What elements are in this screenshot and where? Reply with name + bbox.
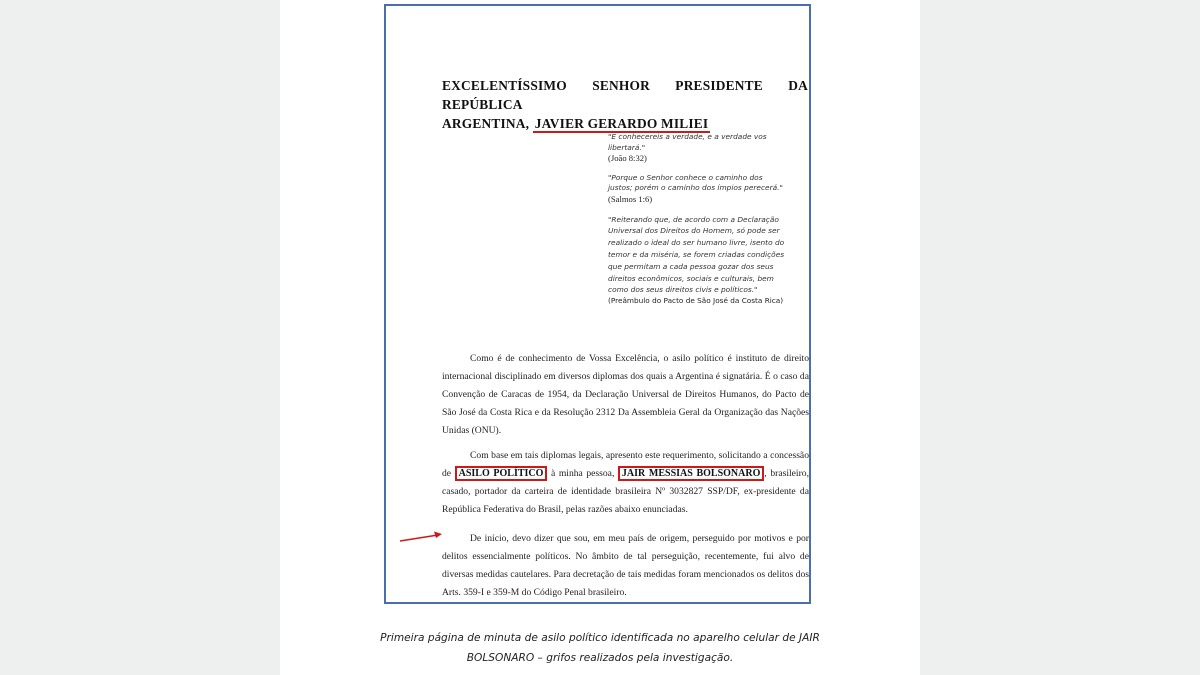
- heading-line-2-prefix: ARGENTINA,: [442, 116, 533, 131]
- paragraph-3-text: De início, devo dizer que sou, em meu país de origem, perseguido por motivos e por delitos essencialmente políticos. No âmbito de tal perseguição, recentemente, fui alvo de diversas medidas cautelares. Para decretação de tais medidas foram mencionados os delitos dos Arts. 359-I e 359-M do Código Penal brasileiro.: [442, 533, 809, 598]
- paragraph-2-text-b: à minha pessoa,: [547, 468, 618, 479]
- caption-line-1: Primeira página de minuta de asilo político identificada no aparelho celular de JAIR: [380, 632, 820, 644]
- quote-1-text: "E conhecereis a verdade, e a verdade vos libertará.": [608, 132, 767, 152]
- article-image-area: [280, 0, 920, 675]
- quote-2-reference: (Salmos 1:6): [608, 193, 653, 204]
- boxed-requester-name: JAIR MESSIAS BOLSONARO: [618, 466, 764, 481]
- highlighted-recipient-name: JAVIER GERARDO MILIEI: [534, 116, 709, 131]
- quote-2-text: "Porque o Senhor conhece o caminho dos justos; porém o caminho dos ímpios perecerá.": [608, 172, 783, 193]
- heading-line-1: EXCELENTÍSSIMO SENHOR PRESIDENTE DA REPÚBLICA: [442, 78, 808, 112]
- paragraph-1-text: Como é de conhecimento de Vossa Excelência, o asilo político é instituto de direito internacional disciplinado em diversos diplomas dos quais a Argentina é signatária. É o caso da Convenção de Caracas de 1954, da Declaração Universal de Direitos Humanos, do Pacto de São José da Costa Rica e da Resolução 2312 Da Assembleia Geral da Organização das Nações Unidas (ONU).: [442, 353, 809, 436]
- quote-1-reference: (João 8:32): [608, 153, 647, 164]
- document-heading: [442, 76, 808, 133]
- paragraph-1: [442, 350, 809, 440]
- boxed-asylum-request: ASILO POLÍTICO: [455, 466, 548, 481]
- quote-3-reference: (Preâmbulo do Pacto de São José da Costa Rica): [608, 296, 784, 306]
- left-side-panel: [0, 0, 280, 675]
- image-caption: [330, 628, 870, 668]
- red-arrow-icon: [398, 530, 444, 544]
- paragraph-2: [442, 447, 809, 519]
- quote-3-text: "Reiterando que, de acordo com a Declaração Universal dos Direitos do Homem, só pode ser realizado o ideal do ser humano livre, isento do temor e da miséria, se forem criadas condições que permitam a cada pessoa gozar dos seus direitos econômicos, sociais e culturais, bem como dos seus direitos civis e políticos.": [608, 214, 785, 295]
- paragraph-2-text-a: Com base em tais diplomas legais, apresento este requerimento, solicitando a concessão de: [442, 450, 809, 479]
- caption-line-2: BOLSONARO – grifos realizados pela investigação.: [466, 652, 734, 664]
- right-side-panel: [920, 0, 1200, 675]
- document-page: [384, 4, 811, 604]
- paragraph-3: [442, 530, 809, 602]
- epigraph-quotes: [608, 132, 788, 316]
- paragraph-2-text-c: , brasileiro, casado, portador da carteira de identidade brasileira Nº 3032827 SSP/DF, ex-presidente da República Federativa do Brasil, pelas razões abaixo enunciadas.: [442, 468, 809, 515]
